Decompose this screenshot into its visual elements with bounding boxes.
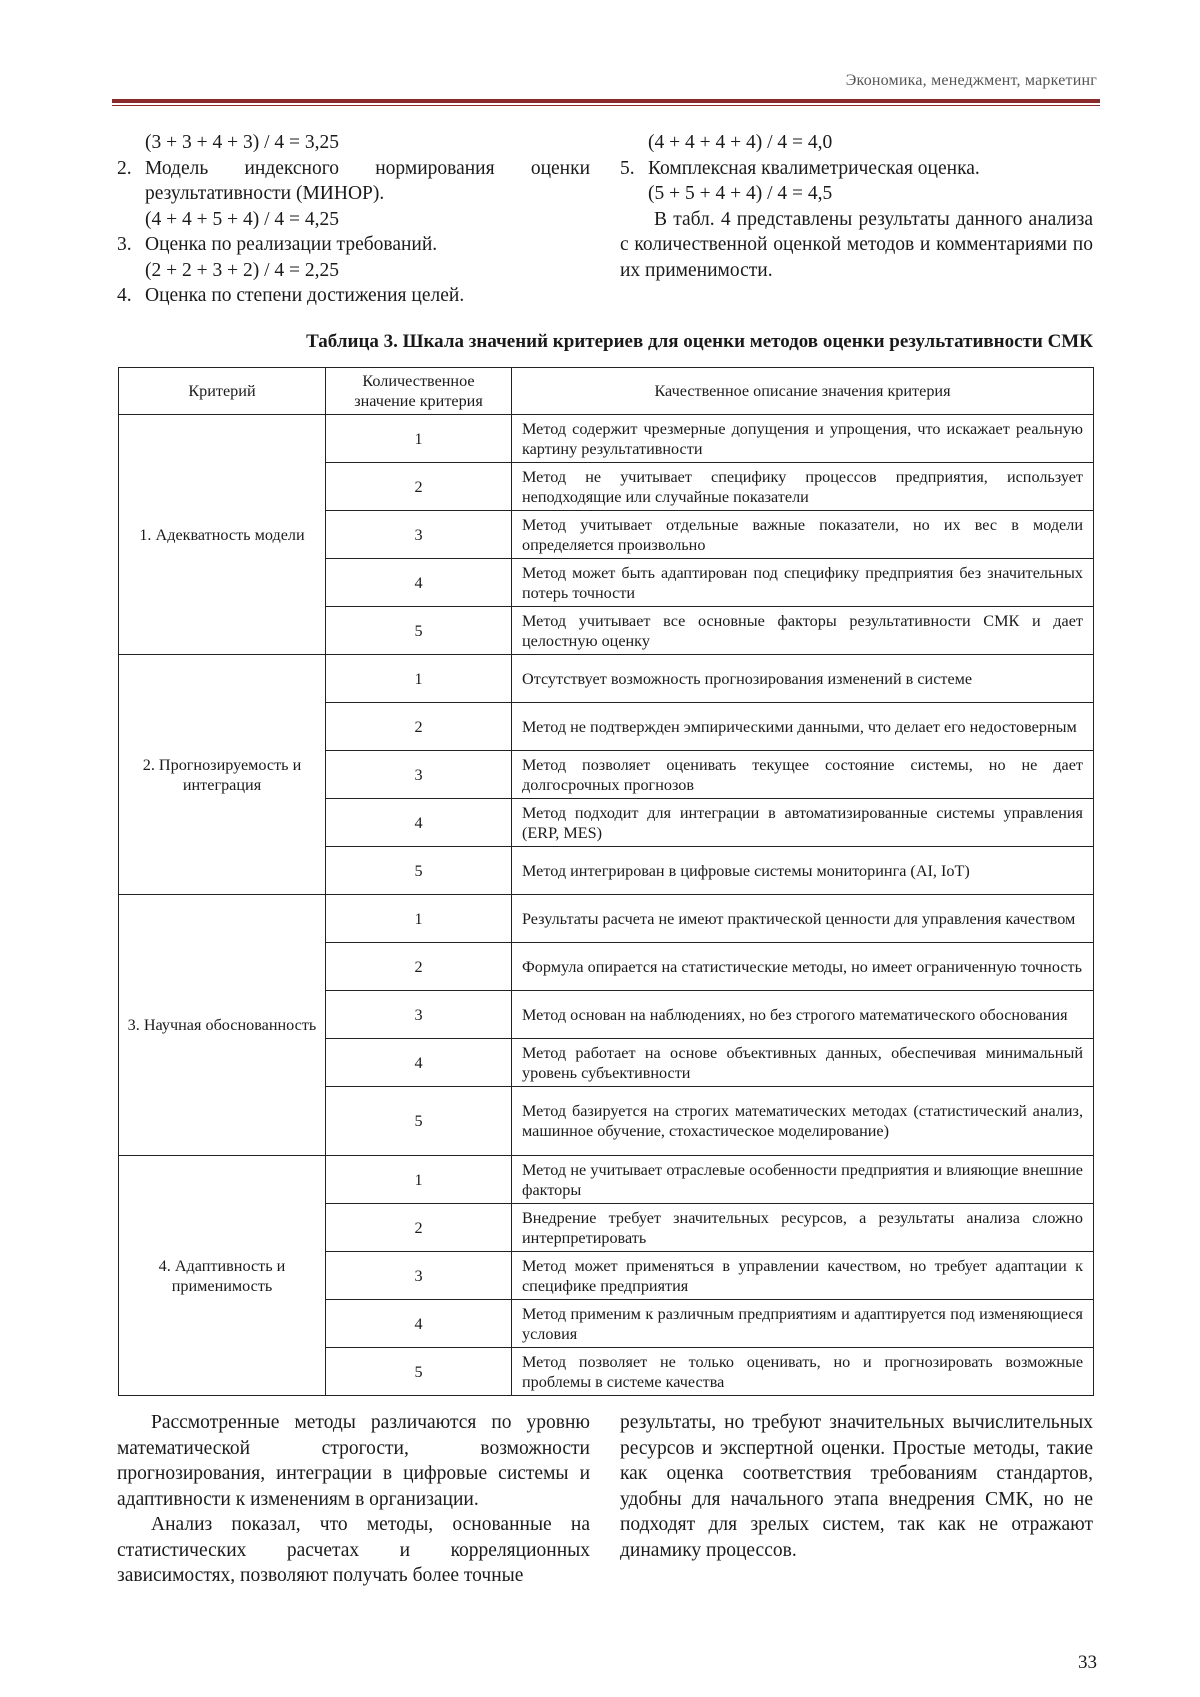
list-item-3 xyxy=(117,232,590,258)
formula-4: (4 + 4 + 4 + 4) / 4 = 4,0 xyxy=(648,132,833,153)
top-left-column xyxy=(117,130,590,309)
table-reference-paragraph: В табл. 4 представлены результаты данного анализа с количественной оценкой методов и комментариями по их применимости. xyxy=(620,208,1093,281)
list-text: Оценка по степени достижения целей. xyxy=(145,285,465,306)
description-cell: Внедрение требует значительных ресурсов, а результаты анализа сложно интерпретировать xyxy=(512,1204,1094,1252)
list-text: Оценка по реализации требований. xyxy=(145,234,438,255)
value-cell: 4 xyxy=(326,799,512,847)
description-cell: Формула опирается на статистические методы, но имеет ограниченную точность xyxy=(512,943,1094,991)
description-cell: Метод может применяться в управлении качеством, но требует адаптации к специфике предприятия xyxy=(512,1252,1094,1300)
list-item-2 xyxy=(117,156,590,207)
list-item-4 xyxy=(117,283,590,309)
conclusion-paragraph-1: Рассмотренные методы различаются по уровню математической строгости, возможности прогнозирования, интеграции в цифровые системы и адаптивности к изменениям в организации. xyxy=(117,1412,590,1510)
table-row xyxy=(119,415,1094,463)
value-cell: 2 xyxy=(326,1204,512,1252)
value-cell: 5 xyxy=(326,607,512,655)
header-rule-thin xyxy=(112,105,1100,106)
header-rule-thick xyxy=(112,99,1100,103)
value-cell: 3 xyxy=(326,511,512,559)
page-number: 33 xyxy=(1078,1652,1097,1673)
table-title: Таблица 3. Шкала значений критериев для оценки методов оценки результативности СМК xyxy=(306,331,1093,352)
value-cell: 4 xyxy=(326,559,512,607)
description-cell: Отсутствует возможность прогнозирования изменений в системе xyxy=(512,655,1094,703)
bottom-left-column xyxy=(117,1410,590,1589)
value-cell: 4 xyxy=(326,1300,512,1348)
formula-5: (5 + 5 + 4 + 4) / 4 = 4,5 xyxy=(648,183,833,204)
table-header-row xyxy=(119,368,1094,415)
formula-1: (3 + 3 + 4 + 3) / 4 = 3,25 xyxy=(145,132,340,153)
description-cell: Метод учитывает отдельные важные показатели, но их вес в модели определяется произвольно xyxy=(512,511,1094,559)
criteria-table xyxy=(118,367,1094,1396)
top-right-column xyxy=(620,130,1093,283)
description-cell: Метод не учитывает специфику процессов предприятия, использует неподходящие или случайные показатели xyxy=(512,463,1094,511)
description-cell: Результаты расчета не имеют практической ценности для управления качеством xyxy=(512,895,1094,943)
description-cell: Метод может быть адаптирован под специфику предприятия без значительных потерь точности xyxy=(512,559,1094,607)
table-body xyxy=(119,415,1094,1396)
criterion-cell: 4. Адаптивность и применимость xyxy=(119,1156,326,1396)
value-cell: 3 xyxy=(326,991,512,1039)
list-number: 2. xyxy=(117,157,132,179)
criterion-cell: 2. Прогнозируемость и интеграция xyxy=(119,655,326,895)
list-item-5 xyxy=(620,156,1093,182)
description-cell: Метод позволяет не только оценивать, но и прогнозировать возможные проблемы в системе качества xyxy=(512,1348,1094,1396)
description-cell: Метод содержит чрезмерные допущения и упрощения, что искажает реальную картину результативности xyxy=(512,415,1094,463)
list-number: 4. xyxy=(117,285,132,306)
description-cell: Метод применим к различным предприятиям и адаптируется под изменяющиеся условия xyxy=(512,1300,1094,1348)
value-cell: 2 xyxy=(326,703,512,751)
description-cell: Метод подходит для интеграции в автоматизированные системы управления (ERP, MES) xyxy=(512,799,1094,847)
value-cell: 5 xyxy=(326,1348,512,1396)
value-cell: 2 xyxy=(326,943,512,991)
header-qualitative: Качественное описание значения критерия xyxy=(512,368,1094,415)
list-number: 3. xyxy=(117,234,132,255)
criterion-cell: 1. Адекватность модели xyxy=(119,415,326,655)
bottom-right-column xyxy=(620,1410,1093,1563)
list-text: Модель индексного нормирования оценки результативности (МИНОР). xyxy=(145,157,590,204)
value-cell: 3 xyxy=(326,751,512,799)
formula-2: (4 + 4 + 5 + 4) / 4 = 4,25 xyxy=(145,208,340,230)
criterion-cell: 3. Научная обоснованность xyxy=(119,895,326,1156)
header-quantitative: Количественное значение критерия xyxy=(326,368,512,415)
description-cell: Метод основан на наблюдениях, но без строгого математического обоснования xyxy=(512,991,1094,1039)
value-cell: 1 xyxy=(326,1156,512,1204)
value-cell: 2 xyxy=(326,463,512,511)
description-cell: Метод базируется на строгих математических методах (статистический анализ, машинное обучение, стохастическое моделирование) xyxy=(512,1087,1094,1156)
description-cell: Метод работает на основе объективных данных, обеспечивая минимальный уровень субъективности xyxy=(512,1039,1094,1087)
description-cell: Метод учитывает все основные факторы результативности СМК и дает целостную оценку xyxy=(512,607,1094,655)
formula-3: (2 + 2 + 3 + 2) / 4 = 2,25 xyxy=(145,259,340,281)
description-cell: Метод не подтвержден эмпирическими данными, что делает его недостоверным xyxy=(512,703,1094,751)
conclusion-paragraph-2: Анализ показал, что методы, основанные на статистических расчетах и корреляционных зависимостях, позволяют получать более точные xyxy=(117,1514,590,1586)
table-row xyxy=(119,655,1094,703)
value-cell: 1 xyxy=(326,895,512,943)
list-number: 5. xyxy=(620,157,635,179)
description-cell: Метод не учитывает отраслевые особенности предприятия и влияющие внешние факторы xyxy=(512,1156,1094,1204)
journal-section-header: Экономика, менеджмент, маркетинг xyxy=(845,72,1097,89)
value-cell: 5 xyxy=(326,1087,512,1156)
value-cell: 5 xyxy=(326,847,512,895)
list-text: Комплексная квалиметрическая оценка. xyxy=(648,157,980,179)
conclusion-paragraph-3: результаты, но требуют значительных вычислительных ресурсов и экспертной оценки. Простые методы, такие как оценка соответствия требованиям стандартов, удобны для начального этапа внедрения СМК, но не подходят для зрелых систем, так как не отражают динамику процессов. xyxy=(620,1412,1093,1561)
header-criterion: Критерий xyxy=(119,368,326,415)
value-cell: 3 xyxy=(326,1252,512,1300)
table-row xyxy=(119,895,1094,943)
description-cell: Метод интегрирован в цифровые системы мониторинга (AI, IoT) xyxy=(512,847,1094,895)
value-cell: 1 xyxy=(326,655,512,703)
table-row xyxy=(119,1156,1094,1204)
value-cell: 1 xyxy=(326,415,512,463)
value-cell: 4 xyxy=(326,1039,512,1087)
description-cell: Метод позволяет оценивать текущее состояние системы, но не дает долгосрочных прогнозов xyxy=(512,751,1094,799)
